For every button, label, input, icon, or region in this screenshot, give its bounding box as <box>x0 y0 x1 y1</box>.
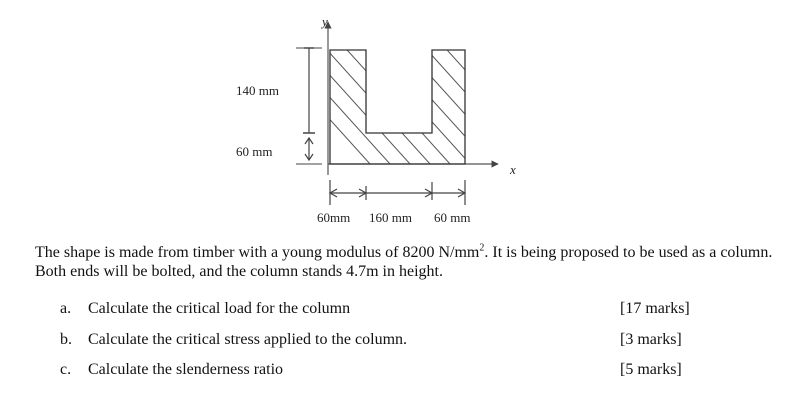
dim-width-left-label: 60mm <box>317 210 351 225</box>
question-marks: [17 marks] <box>620 300 690 317</box>
problem-superscript: 2 <box>479 242 485 254</box>
dim-widths <box>330 180 465 205</box>
problem-text-1: The shape is made from timber with a young modulus of 8200 N/mm <box>35 244 480 261</box>
problem-text-2: . It is being proposed to be used as a column. Both ends will be bolted, and the column stands 4.7m in height. <box>35 244 773 280</box>
x-axis-label: x <box>510 162 516 177</box>
dim-height-base <box>296 138 322 164</box>
question-letter: c. <box>60 361 72 378</box>
question-text: Calculate the slenderness ratio <box>88 361 284 378</box>
dim-width-mid-label: 160 mm <box>369 210 412 225</box>
question-letter: b. <box>60 331 72 348</box>
dim-height-total <box>296 48 322 133</box>
u-section <box>240 20 560 175</box>
y-axis-label: y <box>322 14 328 29</box>
dim-width-right-label: 60 mm <box>434 210 471 225</box>
question-letter: a. <box>60 300 72 317</box>
question-marks: [5 marks] <box>620 361 682 378</box>
dim-height-total-label: 140 mm <box>236 83 279 98</box>
problem-statement <box>35 243 775 281</box>
question-text: Calculate the critical load for the column <box>88 300 351 317</box>
question-marks: [3 marks] <box>620 331 682 348</box>
question-text: Calculate the critical stress applied to the column. <box>88 331 408 348</box>
dim-height-base-label: 60 mm <box>236 144 273 159</box>
